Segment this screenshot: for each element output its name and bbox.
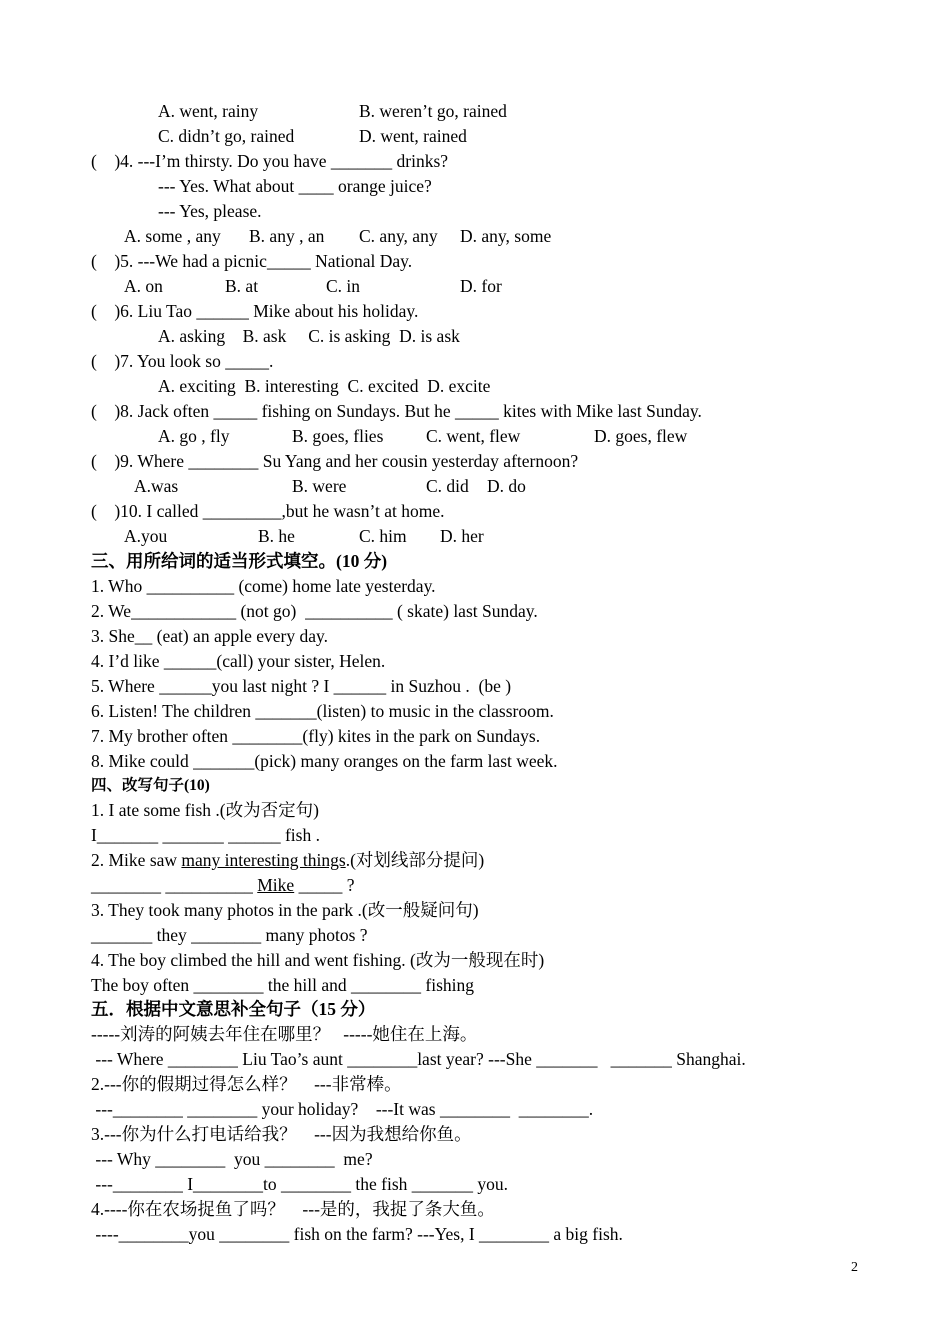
section4-heading-score: (10) [184,777,210,794]
section3-item: 1. Who __________ (come) home late yesterday. [91,576,436,596]
section4-item4-answer: The boy often ________ the hill and ________ fishing [91,975,475,995]
section4-item2-underlined: many interesting things [181,850,346,870]
q4-option-c: C. any, any [359,226,438,246]
q8-option-d: D. goes, flew [594,426,688,446]
q4-line3: --- Yes, please. [158,201,262,221]
q10-option-b: B. he [258,526,295,546]
section4-heading-main: 四、改写句子 [91,777,185,794]
q8-stem: ( )8. Jack often _____ fishing on Sundays. But he _____ kites with Mike last Sunday. [91,401,702,421]
section4-item2-suffix: .(对划线部分提问) [345,850,485,870]
q9-option-c: C. did [426,476,469,496]
section3-item: 7. My brother often ________(fly) kites in the park on Sundays. [91,726,541,746]
section3-item: 4. I’d like ______(call) your sister, Helen. [91,651,386,671]
section3-item: 5. Where ______you last night ? I ______ in Suzhou . (be ) [91,676,512,696]
page-number: 2 [851,1260,858,1275]
section5-line: --- Where ________ Liu Tao’s aunt ________last year? ---She _______ _______ Shanghai. [91,1049,746,1069]
section5-line: ---________ ________ your holiday? ---It was ________ ________. [91,1099,594,1119]
q8-option-b: B. goes, flies [292,426,384,446]
q10-stem: ( )10. I called _________,but he wasn’t at home. [91,501,445,521]
q8-option-c: C. went, flew [426,426,521,446]
section4-item2 [91,849,484,871]
q10-option-a: A.you [124,526,168,546]
q4-option-d: D. any, some [460,226,552,246]
section4-item1: 1. I ate some fish .(改为否定句) [91,800,319,820]
section4-item2-answer [91,874,354,896]
q8-option-a: A. go , fly [158,426,230,446]
q4-line2: --- Yes. What about ____ orange juice? [158,176,432,196]
section3-heading: 三、用所给词的适当形式填空。(10 分) [91,551,388,571]
q10-option-c: C. him [359,526,407,546]
section5-line: --- Why ________ you ________ me? [91,1149,373,1169]
q5-stem: ( )5. ---We had a picnic_____ National Day. [91,251,413,271]
section3-item: 8. Mike could _______(pick) many oranges on the farm last week. [91,751,558,771]
section3-item: 6. Listen! The children _______(listen) to music in the classroom. [91,701,554,721]
q9-option-a: A.was [134,476,179,496]
section4-item4: 4. The boy climbed the hill and went fishing. (改为一般现在时) [91,950,545,970]
q9-option-d: D. do [487,476,526,496]
section5-line: -----刘涛的阿姨去年住在哪里？ -----她住在上海。 [91,1024,478,1044]
q4-option-a: A. some , any [124,226,221,246]
section5-line: 4.----你在农场捉鱼了吗？ ---是的，我捉了条大鱼。 [91,1199,495,1219]
section4-item2-prefix: 2. Mike saw [91,850,182,870]
section5-line: 3.---你为什么打电话给我？ ---因为我想给你鱼。 [91,1124,472,1144]
section5-heading: 五．根据中文意思补全句子（15 分） [91,999,376,1019]
section4-item2-answer-prefix: ________ __________ [91,875,258,895]
section4-item3-answer: _______ they ________ many photos ? [91,925,368,945]
q5-option-d: D. for [460,276,502,296]
q6-stem: ( )6. Liu Tao ______ Mike about his holiday. [91,301,419,321]
section3-item: 3. She__ (eat) an apple every day. [91,626,328,646]
q5-option-a: A. on [124,276,163,296]
section4-item3: 3. They took many photos in the park .(改一般疑问句) [91,900,479,920]
q7-stem: ( )7. You look so _____. [91,351,274,371]
q3-option-b: B. weren’t go, rained [359,101,507,121]
q7-options: A. exciting B. interesting C. excited D. excite [158,376,491,396]
section4-item2-answer-underlined: Mike [257,875,295,895]
q9-stem: ( )9. Where ________ Su Yang and her cousin yesterday afternoon? [91,451,579,471]
q6-options: A. asking B. ask C. is asking D. is ask [158,326,460,346]
q3-option-d: D. went, rained [359,126,467,146]
section4-item1-answer: I_______ _______ ______ fish . [91,825,320,845]
section4-item2-answer-suffix: _____ ? [294,875,355,895]
section4-heading [91,775,210,797]
section5-line: ----________you ________ fish on the farm? ---Yes, I ________ a big fish. [91,1224,623,1244]
section5-line: ---________ I________to ________ the fish _______ you. [91,1174,509,1194]
q9-option-b: B. were [292,476,347,496]
section3-item: 2. We____________ (not go) __________ ( skate) last Sunday. [91,601,538,621]
q4-stem: ( )4. ---I’m thirsty. Do you have _______ drinks? [91,151,449,171]
q4-option-b: B. any , an [249,226,325,246]
q10-option-d: D. her [440,526,484,546]
q5-option-b: B. at [225,276,259,296]
q3-option-a: A. went, rainy [158,101,259,121]
q5-option-c: C. in [326,276,361,296]
q3-option-c: C. didn’t go, rained [158,126,295,146]
section5-line: 2.---你的假期过得怎么样？ ---非常棒。 [91,1074,402,1094]
